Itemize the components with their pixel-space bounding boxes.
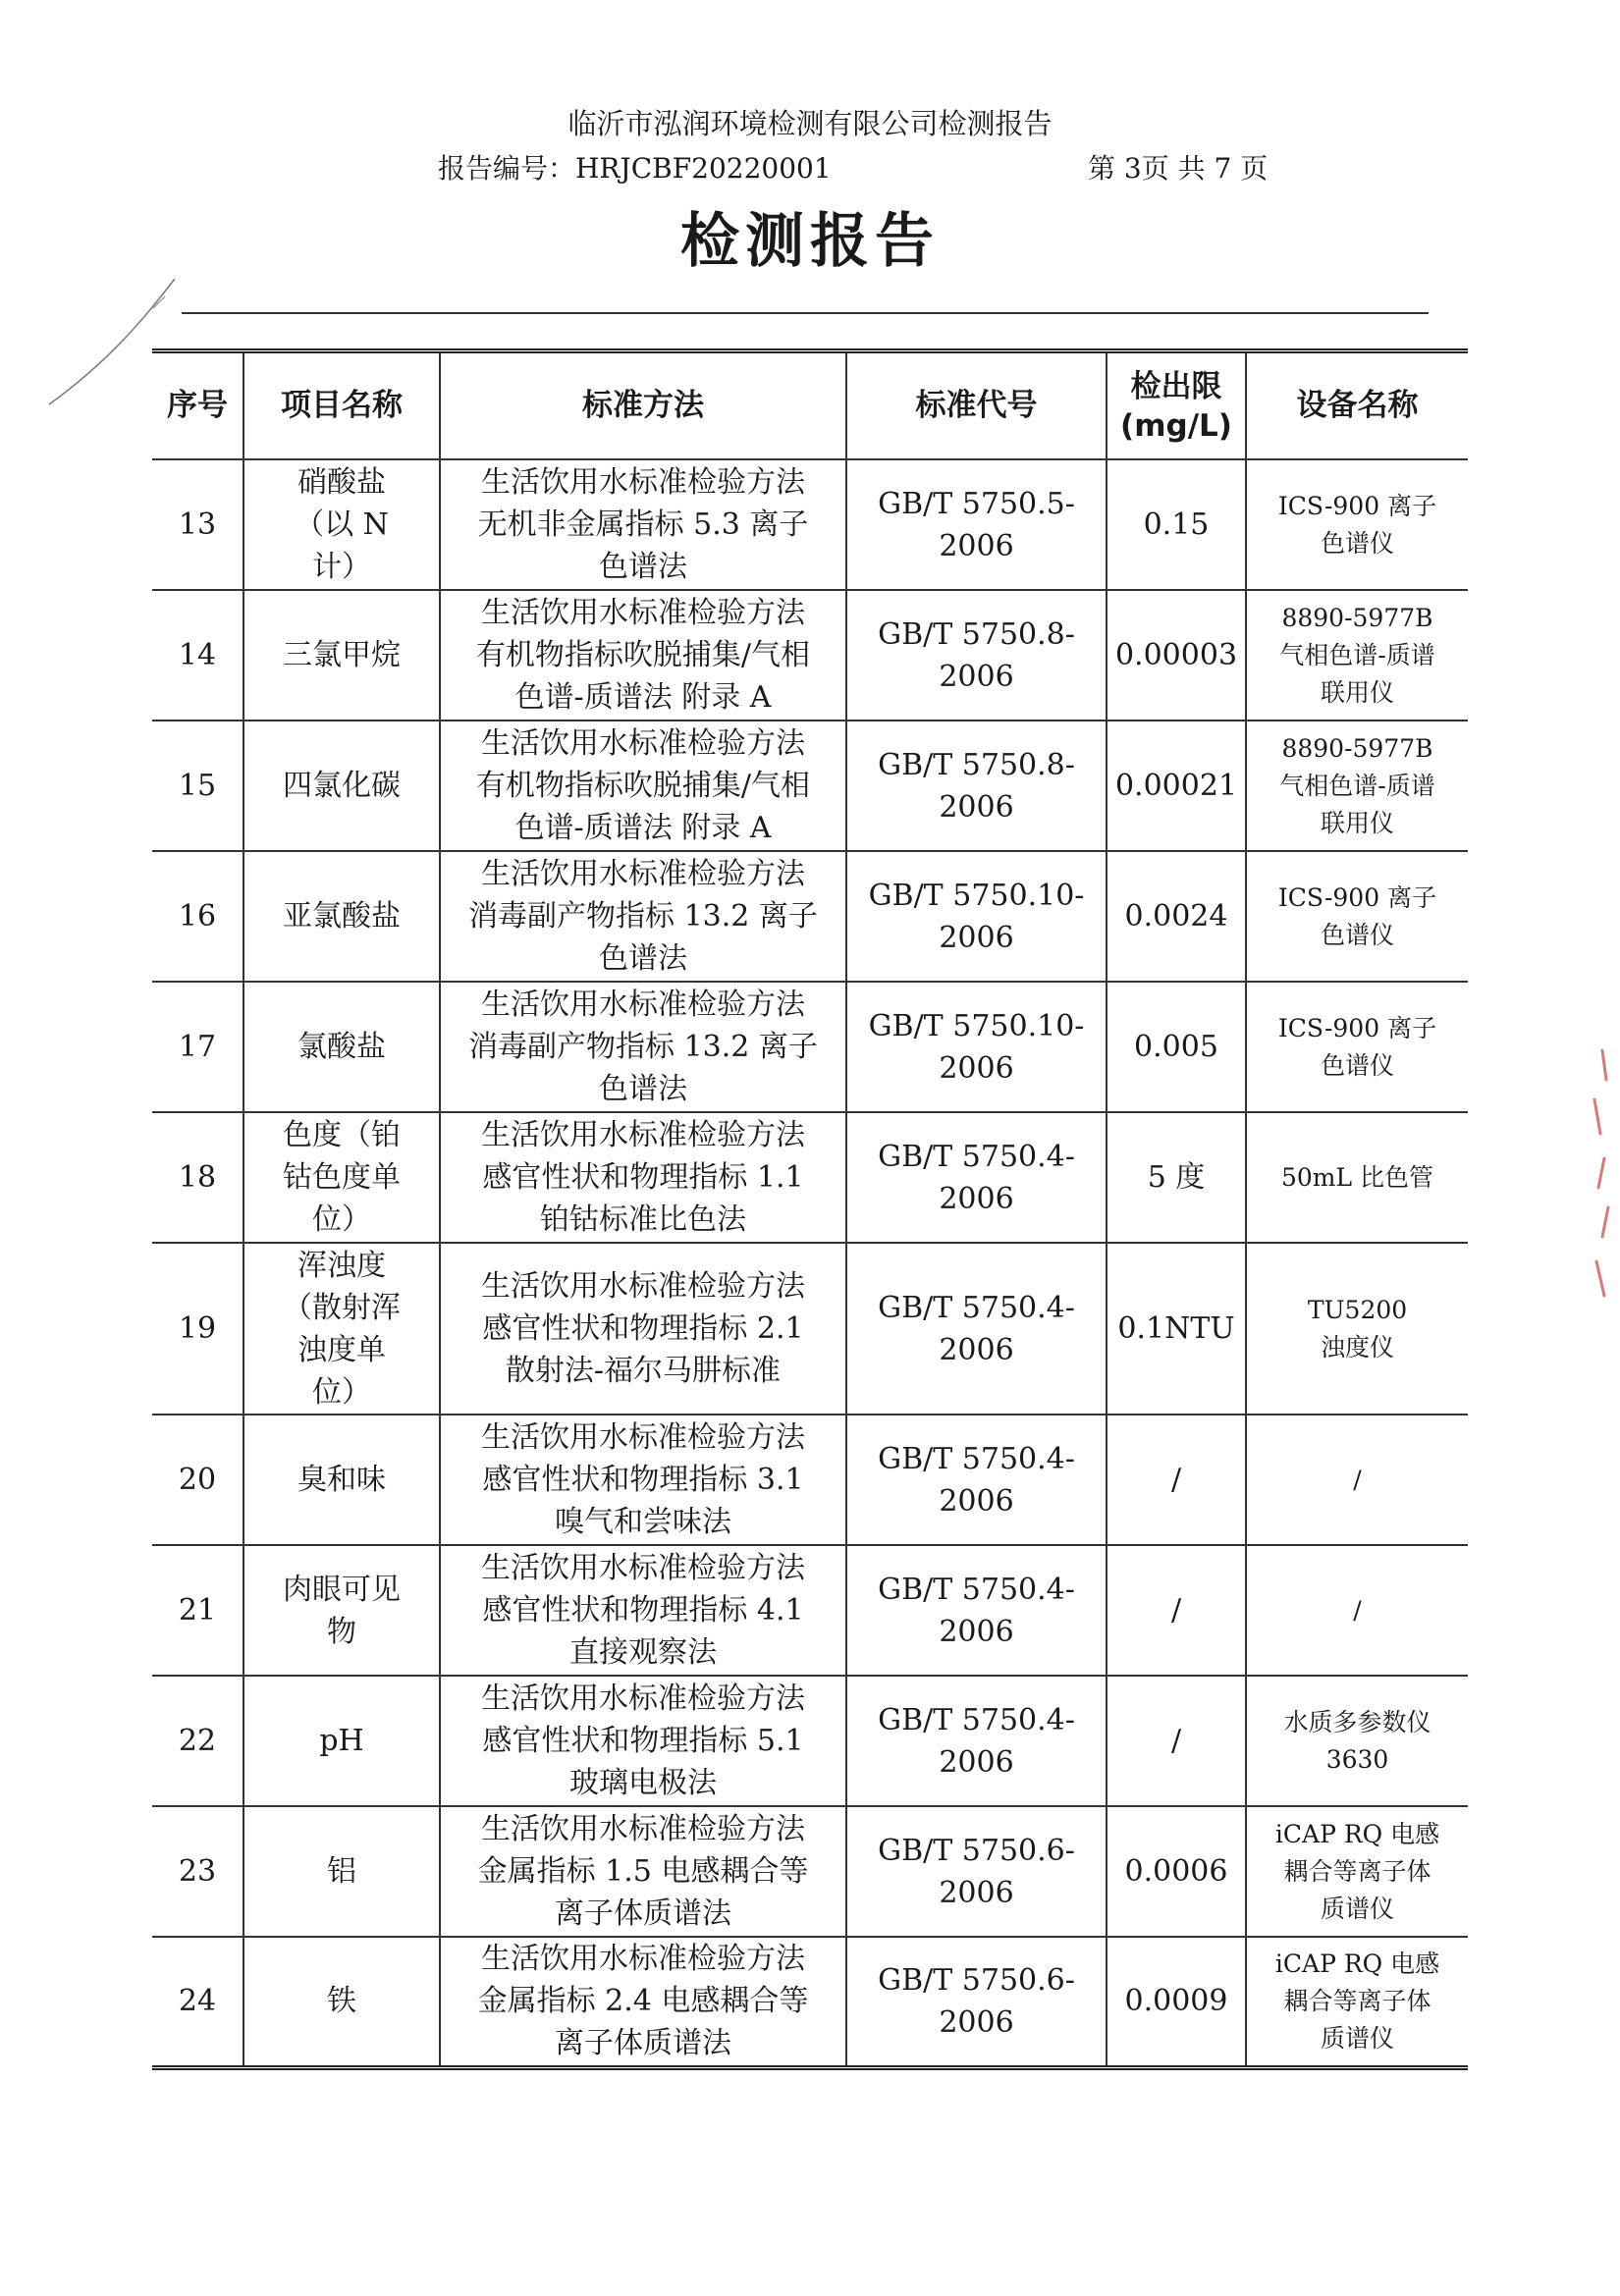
cell-code: GB/T 5750.8- 2006 [846,721,1107,851]
cell-item: 铁 [243,1937,440,2067]
cell-method: 生活饮用水标准检验方法 感官性状和物理指标 2.1 散射法-福尔马肼标准 [440,1243,846,1415]
table-row [152,1676,1468,1806]
cell-no: 16 [152,851,243,982]
cell-code: GB/T 5750.10- 2006 [846,982,1107,1112]
table-row [152,851,1468,982]
cell-no: 18 [152,1112,243,1243]
col-header-no: 序号 [152,351,243,460]
col-header-item: 项目名称 [243,351,440,460]
cell-equipment: iCAP RQ 电感 耦合等离子体 质谱仪 [1246,1937,1468,2067]
cell-code: GB/T 5750.10- 2006 [846,851,1107,982]
cell-limit: / [1107,1415,1246,1545]
page-indicator: 第 3页 共 7 页 [1088,152,1269,185]
cell-item: 肉眼可见 物 [243,1545,440,1676]
table-row [152,1243,1468,1415]
cell-equipment: 水质多参数仪 3630 [1246,1676,1468,1806]
cell-code: GB/T 5750.4- 2006 [846,1243,1107,1415]
table-row [152,1806,1468,1937]
table-row [152,982,1468,1112]
document-title: 检测报告 [680,207,940,276]
cell-code: GB/T 5750.4- 2006 [846,1545,1107,1676]
table-header-row [152,351,1468,460]
cell-no: 13 [152,459,243,590]
cell-method: 生活饮用水标准检验方法 消毒副产物指标 13.2 离子 色谱法 [440,982,846,1112]
cell-no: 22 [152,1676,243,1806]
cell-limit: 0.0006 [1107,1806,1246,1937]
table-row [152,1937,1468,2067]
cell-method: 生活饮用水标准检验方法 消毒副产物指标 13.2 离子 色谱法 [440,851,846,982]
cell-code: GB/T 5750.6- 2006 [846,1937,1107,2067]
cell-equipment: ICS-900 离子 色谱仪 [1246,459,1468,590]
cell-equipment: ICS-900 离子 色谱仪 [1246,982,1468,1112]
cell-code: GB/T 5750.8- 2006 [846,590,1107,721]
cell-limit: 0.0024 [1107,851,1246,982]
cell-equipment: 8890-5977B 气相色谱-质谱 联用仪 [1246,721,1468,851]
col-header-code: 标准代号 [846,351,1107,460]
table-row [152,1415,1468,1545]
cell-equipment: / [1246,1415,1468,1545]
cell-equipment: iCAP RQ 电感 耦合等离子体 质谱仪 [1246,1806,1468,1937]
cell-method: 生活饮用水标准检验方法 感官性状和物理指标 3.1 嗅气和尝味法 [440,1415,846,1545]
cell-item: 氯酸盐 [243,982,440,1112]
col-header-equipment: 设备名称 [1246,351,1468,460]
cell-equipment: TU5200 浊度仪 [1246,1243,1468,1415]
table-row [152,1545,1468,1676]
cell-no: 19 [152,1243,243,1415]
cell-limit: / [1107,1545,1246,1676]
cell-limit: 5 度 [1107,1112,1246,1243]
cell-item: 色度（铂 钴色度单 位） [243,1112,440,1243]
cell-limit: 0.00003 [1107,590,1246,721]
cell-no: 15 [152,721,243,851]
cell-limit: 0.1NTU [1107,1243,1246,1415]
cell-code: GB/T 5750.4- 2006 [846,1112,1107,1243]
table-row [152,459,1468,590]
cell-method: 生活饮用水标准检验方法 金属指标 2.4 电感耦合等 离子体质谱法 [440,1937,846,2067]
cell-item: 三氯甲烷 [243,590,440,721]
cell-code: GB/T 5750.4- 2006 [846,1415,1107,1545]
cell-method: 生活饮用水标准检验方法 感官性状和物理指标 4.1 直接观察法 [440,1545,846,1676]
cell-no: 24 [152,1937,243,2067]
test-method-table [152,348,1468,2070]
cell-no: 23 [152,1806,243,1937]
cell-equipment: / [1246,1545,1468,1676]
report-company-header: 临沂市泓润环境检测有限公司检测报告 [567,107,1053,140]
table-row [152,590,1468,721]
cell-method: 生活饮用水标准检验方法 无机非金属指标 5.3 离子 色谱法 [440,459,846,590]
cell-method: 生活饮用水标准检验方法 金属指标 1.5 电感耦合等 离子体质谱法 [440,1806,846,1937]
cell-item: 亚氯酸盐 [243,851,440,982]
cell-code: GB/T 5750.5- 2006 [846,459,1107,590]
cell-no: 20 [152,1415,243,1545]
cell-method: 生活饮用水标准检验方法 有机物指标吹脱捕集/气相 色谱-质谱法 附录 A [440,721,846,851]
cell-item: 臭和味 [243,1415,440,1545]
cell-equipment: ICS-900 离子 色谱仪 [1246,851,1468,982]
cell-code: GB/T 5750.6- 2006 [846,1806,1107,1937]
col-header-limit: 检出限 (mg/L) [1107,351,1246,460]
report-number: 报告编号：HRJCBF20220001 [438,152,832,185]
cell-item: 铝 [243,1806,440,1937]
col-header-method: 标准方法 [440,351,846,460]
table-row [152,1112,1468,1243]
cell-limit: 0.0009 [1107,1937,1246,2067]
cell-equipment: 8890-5977B 气相色谱-质谱 联用仪 [1246,590,1468,721]
cell-method: 生活饮用水标准检验方法 有机物指标吹脱捕集/气相 色谱-质谱法 附录 A [440,590,846,721]
cell-code: GB/T 5750.4- 2006 [846,1676,1107,1806]
cell-item: 硝酸盐 （以 N 计） [243,459,440,590]
cell-method: 生活饮用水标准检验方法 感官性状和物理指标 1.1 铂钴标准比色法 [440,1112,846,1243]
cell-limit: 0.005 [1107,982,1246,1112]
cell-no: 21 [152,1545,243,1676]
table-body [152,459,1468,2067]
cell-method: 生活饮用水标准检验方法 感官性状和物理指标 5.1 玻璃电极法 [440,1676,846,1806]
red-seal-edge [1581,1041,1620,1315]
cell-item: 四氯化碳 [243,721,440,851]
cell-no: 14 [152,590,243,721]
cell-equipment: 50mL 比色管 [1246,1112,1468,1243]
cell-no: 17 [152,982,243,1112]
cell-limit: 0.00021 [1107,721,1246,851]
table-row [152,721,1468,851]
title-divider [182,312,1429,314]
cell-limit: / [1107,1676,1246,1806]
cell-item: 浑浊度 （散射浑 浊度单 位） [243,1243,440,1415]
cell-item: pH [243,1676,440,1806]
cell-limit: 0.15 [1107,459,1246,590]
